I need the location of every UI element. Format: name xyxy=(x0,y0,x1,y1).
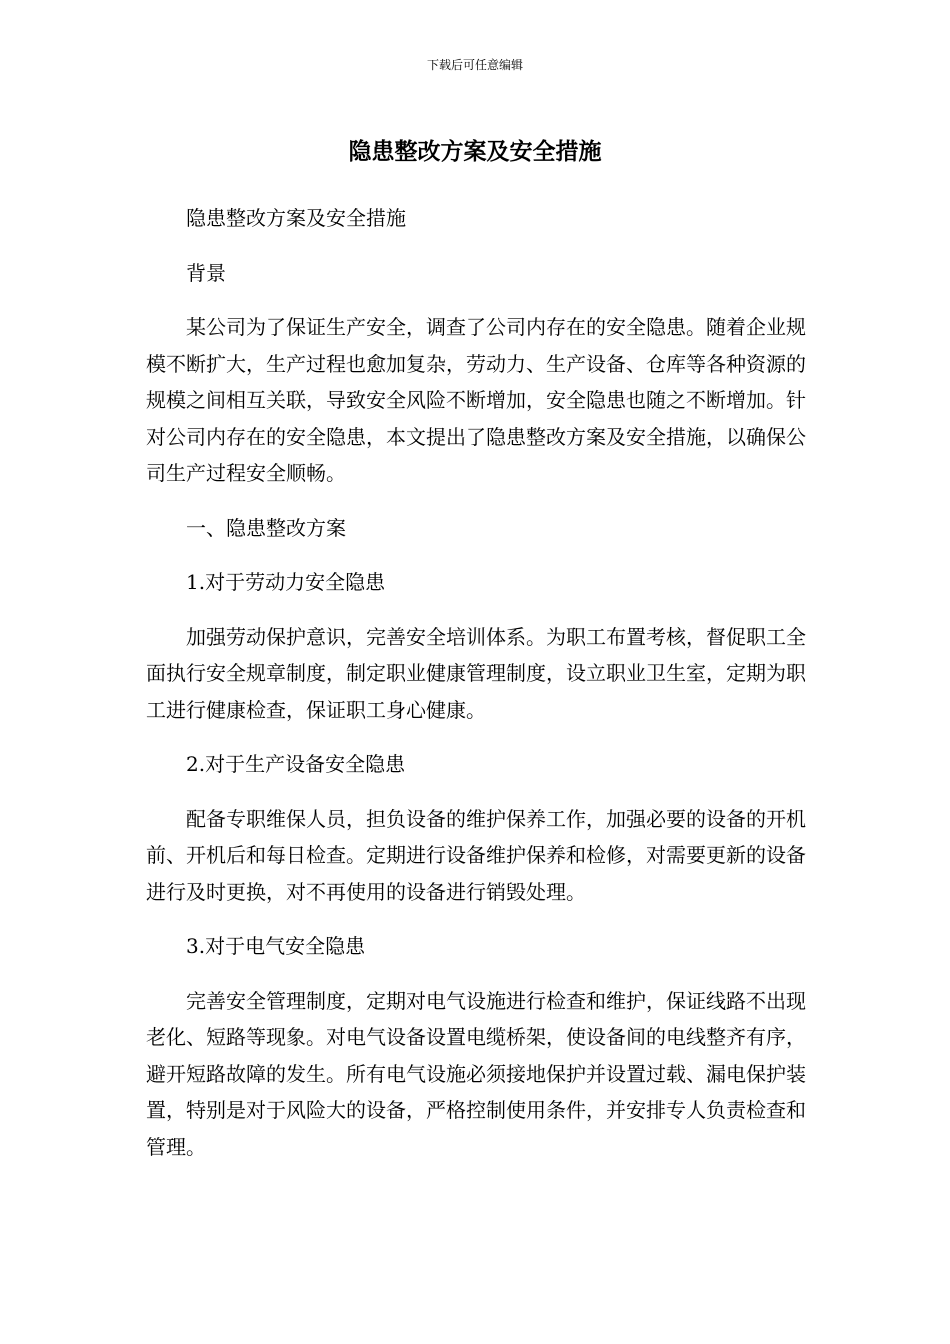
body-paragraph: 某公司为了保证生产安全，调查了公司内存在的安全隐患。随着企业规模不断扩大，生产过程也愈加复杂，劳动力、生产设备、仓库等各种资源的规模之间相互关联，导致安全风险不断增加，安全隐患也随之不断增加。针对公司内存在的安全隐患，本文提出了隐患整改方案及安全措施，以确保公司生产过程安全顺畅。 xyxy=(146,315,806,485)
body-paragraph: 完善安全管理制度，定期对电气设施进行检查和维护，保证线路不出现老化、短路等现象。对电气设备设置电缆桥架，使设备间的电线整齐有序，避开短路故障的发生。所有电气设施必须接地保护并设置过载、漏电保护装置，特别是对于风险大的设备，严格控制使用条件，并安排专人负责检查和管理。 xyxy=(146,988,806,1159)
subheading-labor-safety: 1.对于劳动力安全隐患 xyxy=(186,570,386,594)
body-paragraph: 加强劳动保护意识，完善安全培训体系。为职工布置考核，督促职工全面执行安全规章制度，制定职业健康管理制度，设立职业卫生室，定期为职工进行健康检查，保证职工身心健康。 xyxy=(146,624,806,722)
subheading-electrical-safety: 3.对于电气安全隐患 xyxy=(186,934,366,958)
body-paragraph: 配备专职维保人员，担负设备的维护保养工作，加强必要的设备的开机前、开机后和每日检查。定期进行设备维护保养和检修，对需要更新的设备进行及时更换，对不再使用的设备进行销毁处理。 xyxy=(146,806,806,904)
document-body xyxy=(146,200,806,1183)
header-note: 下载后可任意编辑 xyxy=(426,58,523,72)
document-title: 隐患整改方案及安全措施 xyxy=(348,139,602,165)
section-heading-rectification-plan: 一、隐患整改方案 xyxy=(186,515,346,540)
section-heading-background: 背景 xyxy=(186,260,226,285)
subtitle-paragraph: 隐患整改方案及安全措施 xyxy=(186,206,406,230)
subheading-equipment-safety: 2.对于生产设备安全隐患 xyxy=(186,752,406,776)
